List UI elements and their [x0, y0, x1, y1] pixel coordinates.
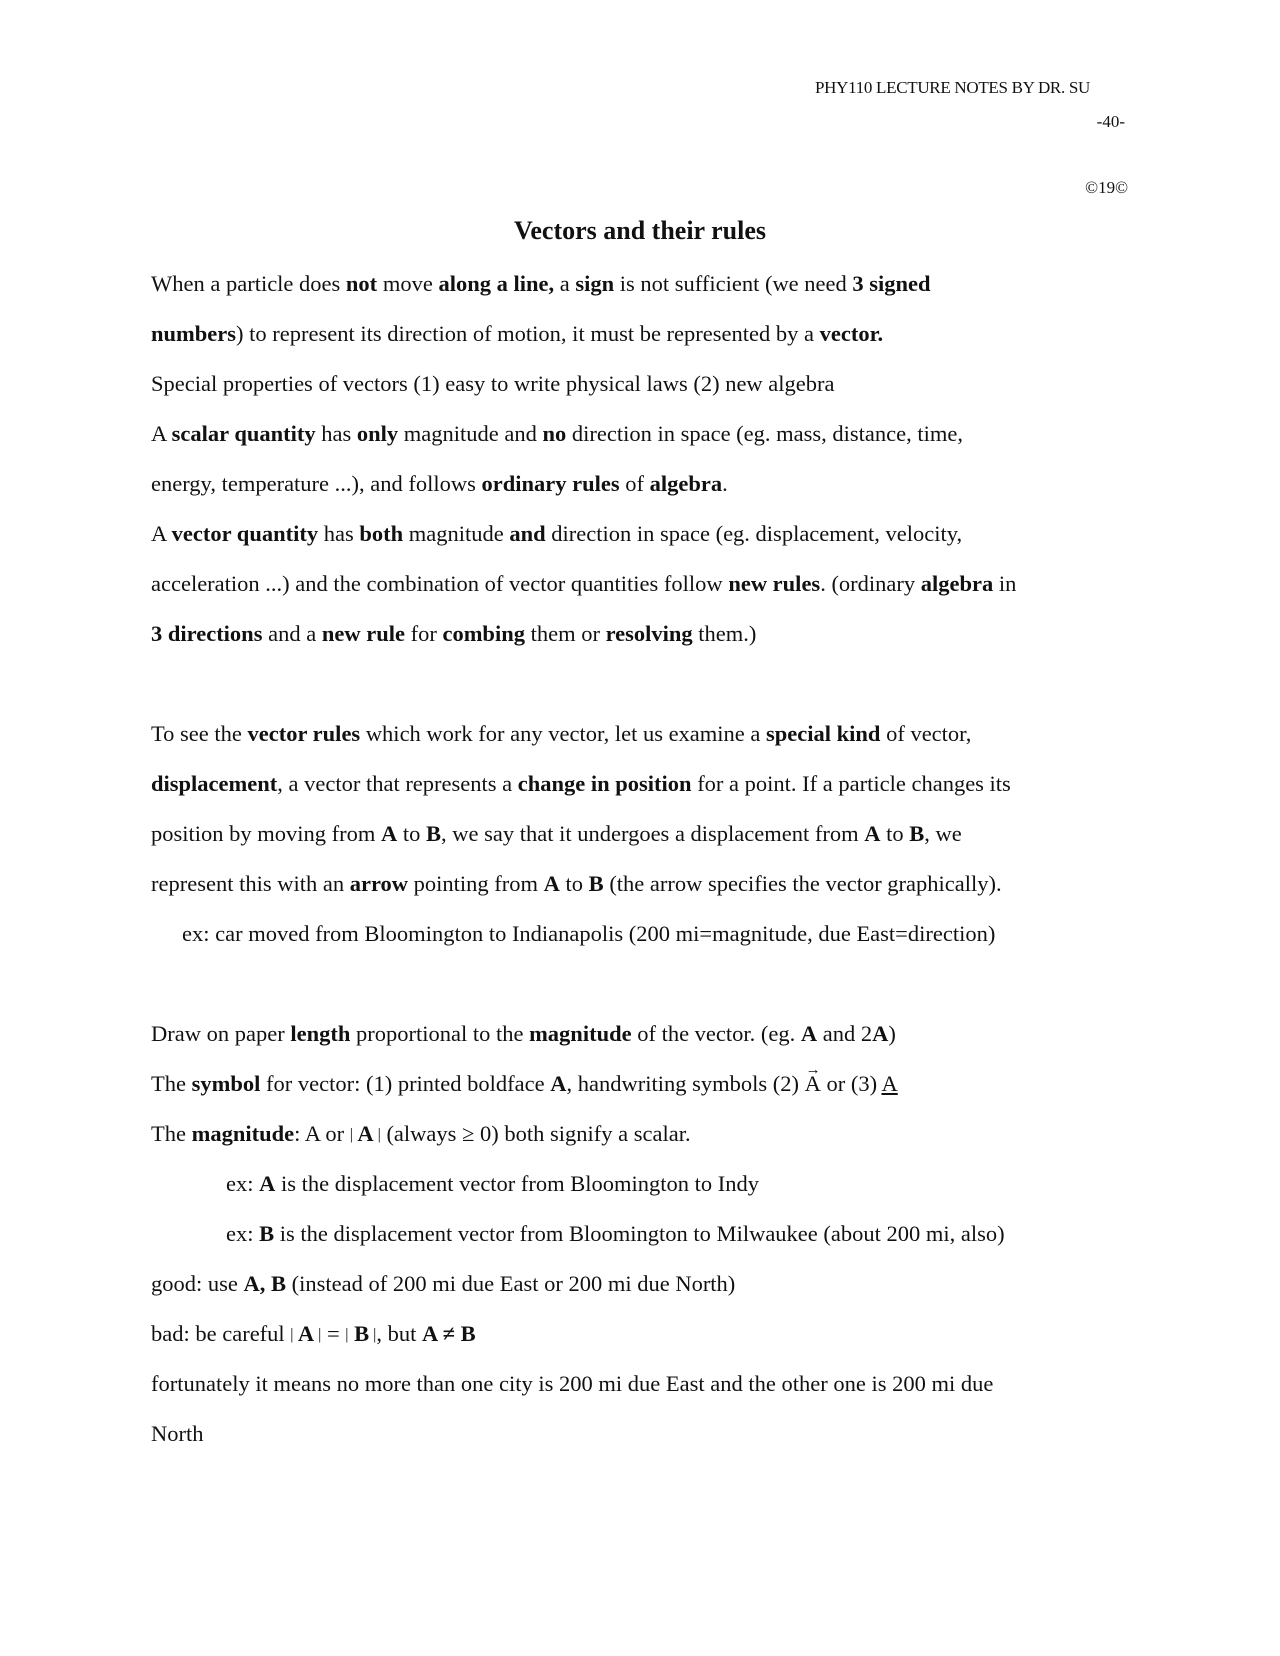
text: North — [151, 1421, 204, 1446]
page-title-text: Vectors and their rules — [513, 216, 767, 245]
magnitude-bar: | — [290, 1326, 294, 1343]
text: (always ≥ 0) both signify a scalar. — [380, 1121, 691, 1146]
bold-text: 3 directions — [151, 621, 263, 646]
text: proportional to the — [350, 1021, 530, 1046]
bold-text: special kind — [766, 721, 881, 746]
text: is not sufficient (we need — [614, 271, 853, 296]
paragraph-7 — [151, 1067, 1151, 1117]
text: them or — [524, 621, 606, 646]
text: direction in space (eg. mass, distance, time, — [566, 421, 963, 446]
bold-text: A — [550, 1071, 567, 1096]
underlined-vector-symbol: A — [881, 1071, 898, 1096]
text: . — [722, 471, 728, 496]
text: fortunately it means no more than one city is 200 mi due East and the other one is 200 mi due — [151, 1371, 994, 1396]
bold-text: B — [909, 821, 925, 846]
example-car-line — [151, 917, 1151, 967]
text: or (3) — [820, 1071, 882, 1096]
bold-text: resolving — [605, 621, 693, 646]
text: Draw on paper — [151, 1021, 291, 1046]
bold-text: vector quantity — [171, 521, 319, 546]
text: To see the — [151, 721, 248, 746]
paragraph-2 — [151, 367, 1151, 417]
text: ex: — [226, 1221, 260, 1246]
paragraph-13-line-1 — [151, 1367, 1151, 1417]
text: good: use — [151, 1271, 244, 1296]
bold-text: algebra — [649, 471, 723, 496]
text: for vector: (1) printed boldface — [260, 1071, 551, 1096]
text: , handwriting symbols (2) — [566, 1071, 805, 1096]
bold-text: displacement — [151, 771, 278, 796]
bold-text: and — [509, 521, 546, 546]
bold-text: B — [259, 1221, 275, 1246]
bold-text: B — [426, 821, 442, 846]
bold-text: combing — [442, 621, 525, 646]
text: , but — [376, 1321, 422, 1346]
bold-text: A, B — [243, 1271, 287, 1296]
bold-text: change in position — [517, 771, 692, 796]
bold-text: A — [259, 1171, 276, 1196]
text: and a — [262, 621, 322, 646]
text: ) — [888, 1021, 896, 1046]
bold-text: algebra — [920, 571, 994, 596]
text: which work for any vector, let us examine a — [360, 721, 767, 746]
text: ) to represent its direction of motion, it must be represented by a — [236, 321, 820, 346]
bold-text: numbers — [151, 321, 237, 346]
bold-text: arrow — [349, 871, 409, 896]
text: to — [880, 821, 910, 846]
text: (the arrow specifies the vector graphically). — [603, 871, 1002, 896]
magnitude-bar: | — [369, 1326, 377, 1343]
example-milwaukee-line — [151, 1217, 1151, 1267]
text: has — [315, 421, 357, 446]
text: move — [377, 271, 439, 296]
magnitude-bar: | — [345, 1326, 349, 1343]
text: a — [554, 271, 576, 296]
paragraph-1-line-1 — [151, 267, 1151, 317]
text: is the displacement vector from Bloomington to Milwaukee (about 200 mi, also) — [274, 1221, 1005, 1246]
paragraph-8 — [151, 1117, 1151, 1167]
bold-text: not — [345, 271, 378, 296]
bold-text: B — [348, 1321, 370, 1346]
bold-text: along a line, — [438, 271, 555, 296]
bold-text: length — [290, 1021, 351, 1046]
paragraph-1-line-2 — [151, 317, 1151, 367]
paragraph-5-line-1 — [151, 717, 1151, 767]
text: , a vector that represents a — [277, 771, 518, 796]
text: (instead of 200 mi due East or 200 mi due North) — [286, 1271, 736, 1296]
bold-text: A ≠ B — [421, 1321, 476, 1346]
paragraph-5-line-4 — [151, 867, 1151, 917]
text: has — [318, 521, 360, 546]
text: , we — [924, 821, 962, 846]
bold-text: new rule — [321, 621, 405, 646]
text: position by moving from — [151, 821, 381, 846]
paragraph-3-line-2 — [151, 467, 1151, 517]
bold-text: B — [588, 871, 604, 896]
text: ex: — [226, 1171, 260, 1196]
text: pointing from — [408, 871, 544, 896]
text: for a point. If a particle changes its — [691, 771, 1011, 796]
bold-text: A — [293, 1321, 315, 1346]
text: represent this with an — [151, 871, 350, 896]
paragraph-4-line-2 — [151, 567, 1151, 617]
text: them.) — [692, 621, 757, 646]
bold-text: ordinary rules — [481, 471, 620, 496]
paragraph-13-line-2 — [151, 1417, 1151, 1467]
paragraph-spacer — [151, 667, 1151, 717]
paragraph-5-line-2 — [151, 767, 1151, 817]
magnitude-bar: | — [349, 1126, 353, 1143]
text: : A or — [294, 1121, 350, 1146]
paragraph-6 — [151, 1017, 1151, 1067]
bold-text: A — [864, 821, 881, 846]
paragraph-4-line-1 — [151, 517, 1151, 567]
bold-text: A — [543, 871, 560, 896]
text: of — [619, 471, 650, 496]
bold-text: A — [800, 1021, 818, 1046]
bold-text: only — [356, 421, 399, 446]
text: and 2 — [817, 1021, 873, 1046]
bold-text: magnitude — [191, 1121, 295, 1146]
page-title — [0, 216, 1280, 246]
text: is the displacement vector from Bloomington to Indy — [275, 1171, 760, 1196]
text: When a particle does — [151, 271, 346, 296]
text: magnitude and — [398, 421, 543, 446]
text: Special properties of vectors (1) easy to write physical laws (2) new algebra — [151, 371, 835, 396]
bold-text: symbol — [191, 1071, 261, 1096]
text: A — [151, 521, 172, 546]
text: of vector, — [880, 721, 972, 746]
text: direction in space (eg. displacement, velocity, — [545, 521, 963, 546]
text: A — [151, 421, 172, 446]
paragraph-5-line-3 — [151, 817, 1151, 867]
magnitude-bar: | — [373, 1126, 381, 1143]
bad-usage-line — [151, 1317, 1151, 1367]
page-number: -40- — [1096, 112, 1125, 131]
text: , we say that it undergoes a displacement from — [441, 821, 865, 846]
arrow-vector-symbol: → A — [805, 1067, 821, 1101]
text: The — [151, 1071, 192, 1096]
text: magnitude — [403, 521, 510, 546]
text: ex: car moved from Bloomington to Indianapolis (200 mi=magnitude, due East=direction) — [182, 921, 996, 946]
bold-text: 3 signed — [852, 271, 931, 296]
bold-text: vector. — [819, 321, 884, 346]
copyright-mark: ©19© — [1085, 178, 1128, 197]
bold-text: sign — [575, 271, 615, 296]
paragraph-4-line-3 — [151, 617, 1151, 667]
text: The — [151, 1121, 192, 1146]
text: to — [559, 871, 589, 896]
text: of the vector. (eg. — [631, 1021, 801, 1046]
text: in — [993, 571, 1017, 596]
text: for — [404, 621, 443, 646]
text: = — [321, 1321, 346, 1346]
bold-text: A — [381, 821, 398, 846]
course-header: PHY110 LECTURE NOTES BY DR. SU — [815, 78, 1090, 97]
bold-text: A — [872, 1021, 889, 1046]
good-usage-line — [151, 1267, 1151, 1317]
magnitude-bar: | — [314, 1326, 322, 1343]
paragraph-3-line-1 — [151, 417, 1151, 467]
bold-text: both — [359, 521, 404, 546]
document-body — [151, 267, 1151, 1467]
text: bad: be careful — [151, 1321, 291, 1346]
bold-text: new rules — [728, 571, 821, 596]
text: . (ordinary — [820, 571, 921, 596]
bold-text: A — [352, 1121, 374, 1146]
text: to — [397, 821, 427, 846]
bold-text: magnitude — [529, 1021, 632, 1046]
example-indy-line — [151, 1167, 1151, 1217]
bold-text: vector rules — [247, 721, 361, 746]
bold-text: no — [542, 421, 567, 446]
text: acceleration ...) and the combination of vector quantities follow — [151, 571, 729, 596]
paragraph-spacer — [151, 967, 1151, 1017]
text: energy, temperature ...), and follows — [151, 471, 482, 496]
bold-text: scalar quantity — [171, 421, 316, 446]
